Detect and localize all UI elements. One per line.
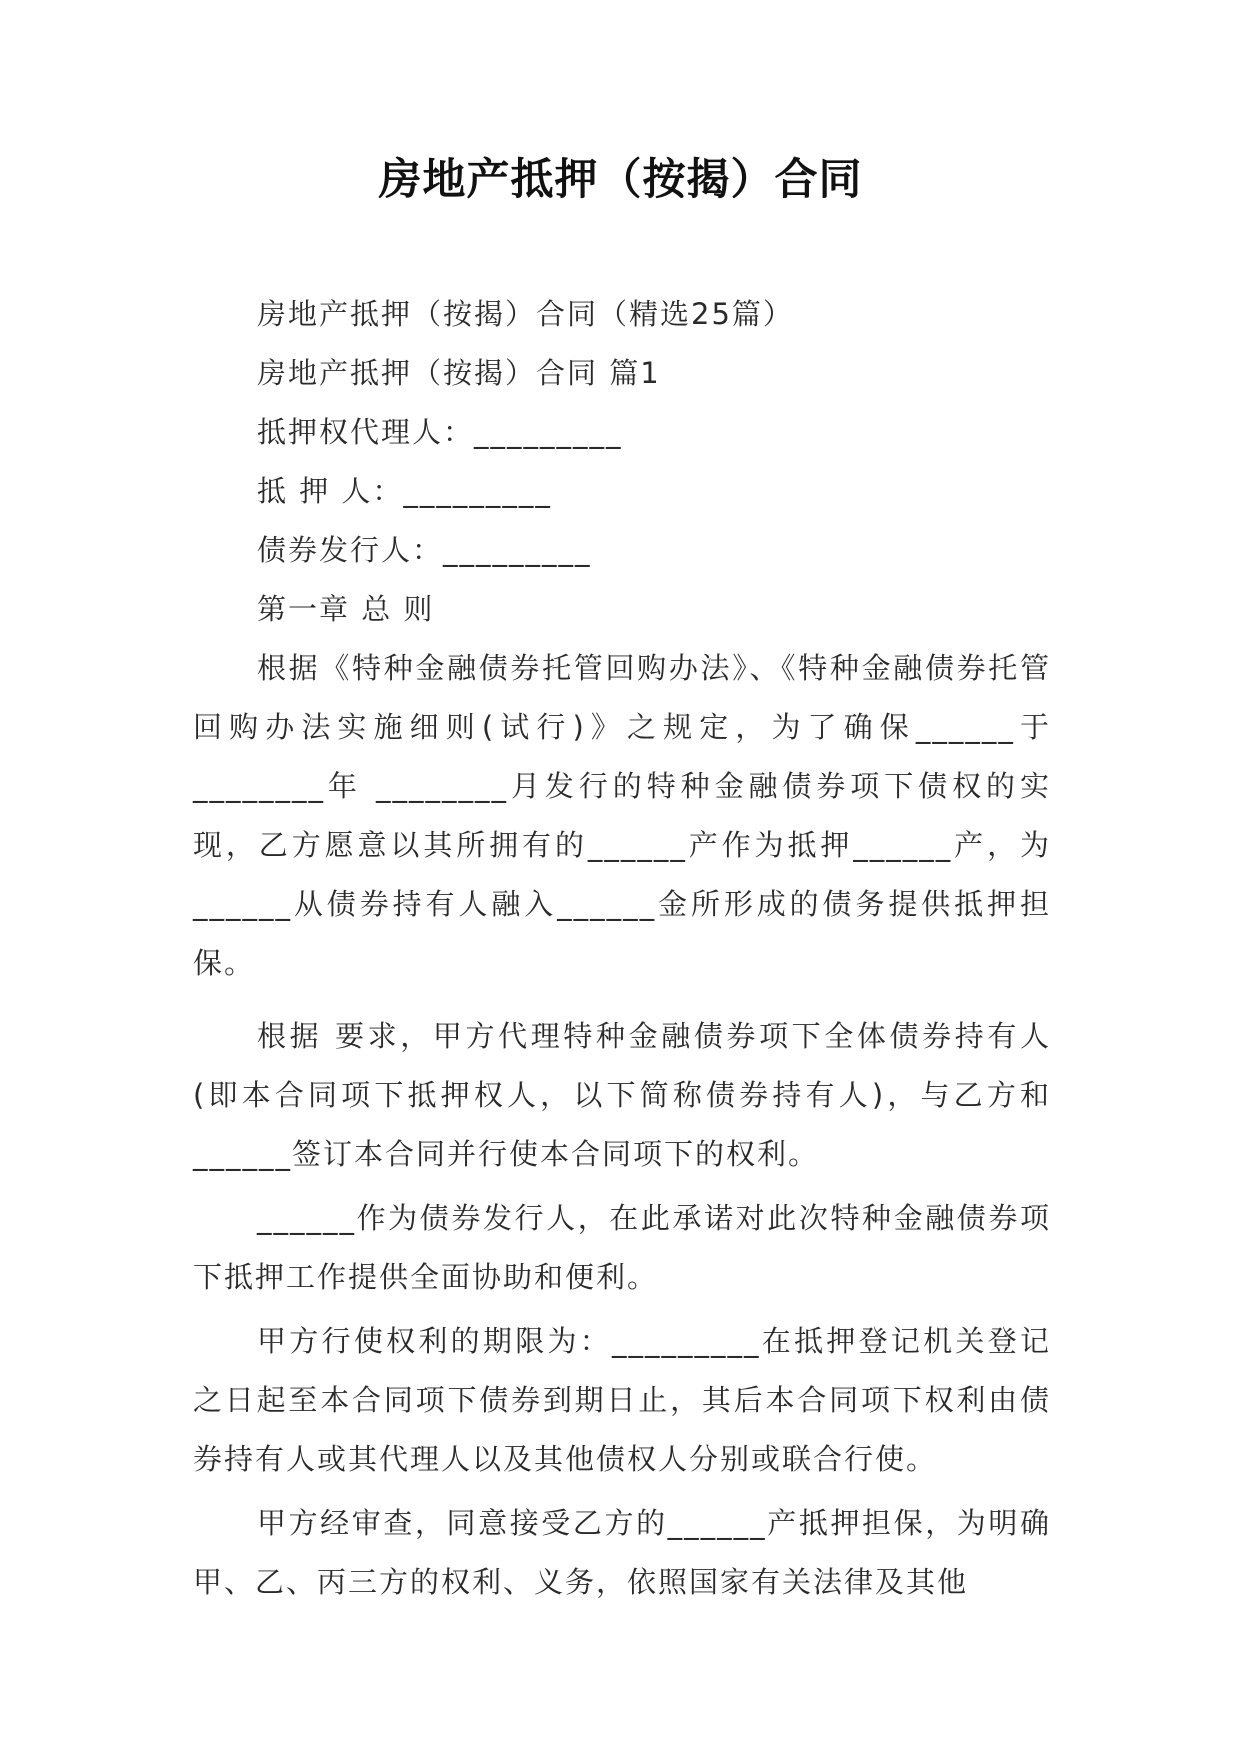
paragraph-basis: 根据《特种金融债券托管回购办法》、《特种金融债券托管回购办法实施细则(试行)》之规定，为了确保______于________年 ________月发行的特种金融债券项下债权的实现，乙方愿意以其所拥有的______产作为抵押______产，为______从债券持有人融入______金所形成的债务提供抵押担保。 [193,651,1051,980]
document-title: 房地产抵押（按揭）合同 [378,155,863,205]
bond-issuer-field: 债券发行人：_________ [257,533,592,567]
document-body [193,285,1051,1626]
paragraph-agency: 根据 要求，甲方代理特种金融债券项下全体债券持有人(即本合同项下抵押权人，以下简称债券持有人)，与乙方和______签订本合同并行使本合同项下的权利。 [193,1019,1051,1171]
mortgagor-field: 抵 押 人：_________ [257,474,552,508]
subtitle-line: 房地产抵押（按揭）合同（精选25篇） [257,297,794,331]
paragraph-review: 甲方经审查，同意接受乙方的______产抵押担保，为明确甲、乙、丙三方的权利、义务，依照国家有关法律及其他 [193,1506,1051,1599]
chapter-heading: 第一章 总 则 [257,592,435,626]
section-heading: 房地产抵押（按揭）合同 篇1 [257,356,661,390]
paragraph-term: 甲方行使权利的期限为：_________在抵押登记机关登记之日起至本合同项下债券到期日止，其后本合同项下权利由债券持有人或其代理人以及其他债权人分别或联合行使。 [193,1324,1051,1476]
paragraph-issuer-commitment: ______作为债券发行人，在此承诺对此次特种金融债券项下抵押工作提供全面协助和便利。 [193,1201,1051,1294]
mortgagee-agent-field: 抵押权代理人：_________ [257,415,623,449]
